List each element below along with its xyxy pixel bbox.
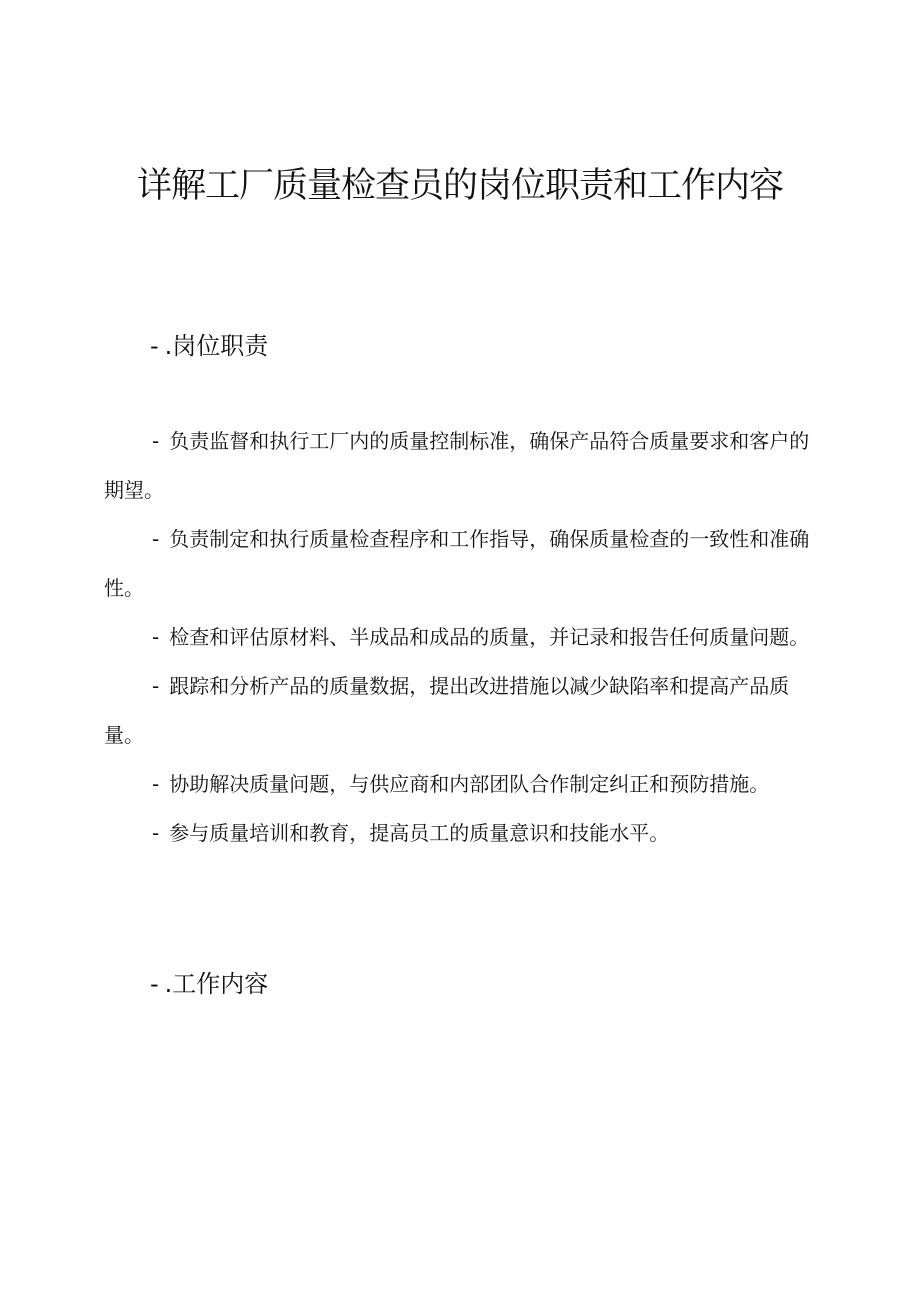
section-heading-work-content xyxy=(150,968,268,1000)
list-item-text: 负责制定和执行质量检查程序和工作指导，确保质量检查的一致性和准确性。 xyxy=(104,527,810,600)
section-marker: - xyxy=(150,332,159,360)
list-item xyxy=(104,417,814,515)
duties-list xyxy=(104,417,814,858)
list-dash: - xyxy=(152,527,160,551)
list-item-text: 跟踪和分析产品的质量数据，提出改进措施以减少缺陷率和提高产品质量。 xyxy=(104,674,790,747)
list-dash: - xyxy=(152,772,160,796)
list-dash: - xyxy=(152,429,160,453)
section-heading-text: .工作内容 xyxy=(164,970,269,998)
list-item-text: 检查和评估原材料、半成品和成品的质量，并记录和报告任何质量问题。 xyxy=(169,625,810,649)
list-item xyxy=(104,515,814,613)
section-heading-duties xyxy=(150,330,268,362)
list-dash: - xyxy=(152,625,160,649)
list-dash: - xyxy=(152,674,160,698)
document-title: 详解工厂质量检查员的岗位职责和工作内容 xyxy=(136,166,783,206)
list-item-text: 负责监督和执行工厂内的质量控制标准，确保产品符合质量要求和客户的期望。 xyxy=(104,429,810,502)
section-heading-text: .岗位职责 xyxy=(164,332,269,360)
list-item-text: 协助解决质量问题，与供应商和内部团队合作制定纠正和预防措施。 xyxy=(169,772,770,796)
list-item xyxy=(104,760,814,809)
section-marker: - xyxy=(150,970,159,998)
list-item xyxy=(104,809,814,858)
list-dash: - xyxy=(152,821,160,845)
list-item xyxy=(104,613,814,662)
list-item xyxy=(104,662,814,760)
list-item-text: 参与质量培训和教育，提高员工的质量意识和技能水平。 xyxy=(169,821,670,845)
